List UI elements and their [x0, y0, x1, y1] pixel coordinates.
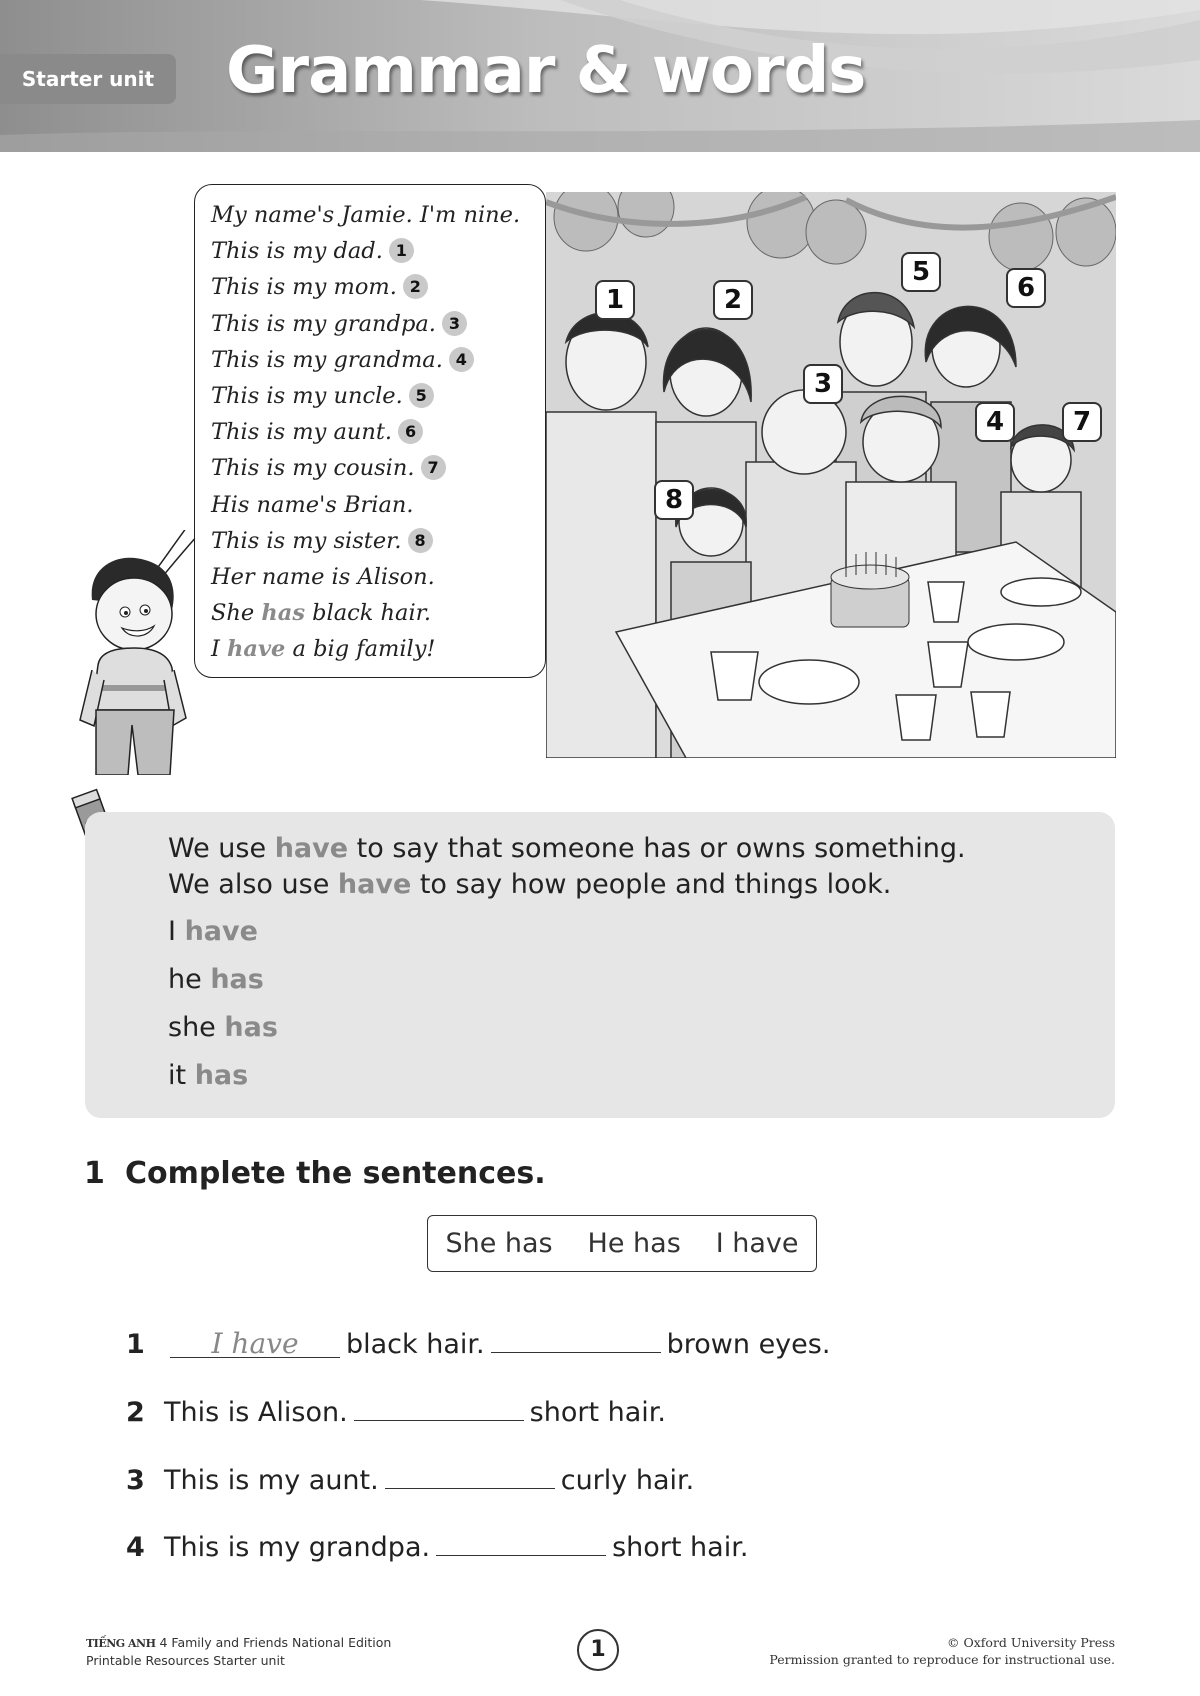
word-option: I have: [715, 1228, 799, 1259]
bubble-line: My name's Jamie. I'm nine.: [211, 202, 521, 228]
grammar-rule-line: We use have to say that someone has or owns something.: [168, 833, 966, 864]
picture-label-6: 6: [1006, 268, 1046, 308]
speech-bubble: [194, 184, 546, 678]
page-title: Grammar & words: [226, 34, 866, 108]
answer-blank-example: I have: [170, 1327, 340, 1358]
picture-label-7: 7: [1062, 402, 1102, 442]
footer-credits: TIẾNG ANH 4 Family and Friends National Edition Printable Resources Starter unit: [86, 1635, 392, 1668]
picture-label-2: 2: [713, 280, 753, 320]
bubble-line: This is my aunt. 6: [211, 414, 545, 450]
sentence-number: 3: [126, 1465, 145, 1496]
number-badge: 6: [398, 419, 423, 444]
bubble-line: Her name is Alison.: [211, 564, 435, 591]
exercise-sentence: [126, 1390, 666, 1428]
unit-tab: Starter unit: [0, 54, 176, 104]
word-option: She has: [445, 1228, 553, 1259]
word-option: He has: [587, 1228, 681, 1259]
grammar-form: he has: [168, 964, 264, 995]
word-box: [427, 1215, 817, 1272]
sentence-text: black hair.: [346, 1329, 485, 1360]
bubble-line: I have a big family!: [211, 636, 436, 663]
grammar-form: she has: [168, 1012, 278, 1043]
exercise-sentence: [126, 1458, 694, 1496]
footer-copyright: © Oxford University Press Permission granted to reproduce for instructional use.: [769, 1635, 1115, 1667]
exercise-number: 1: [84, 1156, 105, 1191]
bubble-line: This is my cousin. 7: [211, 450, 545, 486]
answer-blank[interactable]: [491, 1322, 661, 1353]
sentence-number: 1: [126, 1329, 145, 1360]
grammar-form: I have: [168, 916, 258, 947]
number-badge: 8: [408, 528, 433, 553]
number-badge: 3: [442, 311, 467, 336]
sentence-number: 4: [126, 1532, 145, 1563]
grammar-rule-box: [85, 812, 1115, 1118]
sentence-text: This is my grandpa.: [164, 1532, 431, 1563]
number-badge: 2: [403, 274, 428, 299]
sentence-text: short hair.: [612, 1532, 749, 1563]
picture-label-5: 5: [901, 252, 941, 292]
boy-jamie-illustration: [70, 530, 200, 775]
sentence-text: This is Alison.: [164, 1397, 348, 1428]
answer-blank[interactable]: [354, 1390, 524, 1421]
bubble-line: This is my mom. 2: [211, 269, 545, 305]
bubble-line: She has black hair.: [211, 600, 432, 627]
grammar-rule-line: We also use have to say how people and things look.: [168, 869, 892, 900]
grammar-form: it has: [168, 1060, 249, 1091]
number-badge: 4: [449, 347, 474, 372]
exercise-sentence: [126, 1525, 748, 1563]
bubble-line: This is my grandpa. 3: [211, 306, 545, 342]
answer-blank[interactable]: [385, 1458, 555, 1489]
sentence-text: short hair.: [529, 1397, 667, 1428]
number-badge: 7: [421, 455, 446, 480]
family-party-picture: [546, 192, 1116, 758]
picture-label-4: 4: [975, 402, 1015, 442]
bubble-line: This is my sister. 8: [211, 523, 545, 559]
number-badge: 1: [389, 238, 414, 263]
sentence-text: This is my aunt.: [164, 1465, 379, 1496]
picture-label-3: 3: [803, 364, 843, 404]
sentence-number: 2: [126, 1397, 145, 1428]
page-number: 1: [577, 1629, 619, 1671]
bubble-line: This is my uncle. 5: [211, 378, 545, 414]
picture-label-1: 1: [595, 280, 635, 320]
sentence-text: brown eyes.: [666, 1329, 831, 1360]
number-badge: 5: [409, 383, 434, 408]
bubble-line: This is my dad. 1: [211, 233, 545, 269]
sentence-text: curly hair.: [560, 1465, 695, 1496]
exercise-sentence: [126, 1322, 830, 1360]
exercise-title: Complete the sentences.: [125, 1156, 546, 1191]
answer-blank[interactable]: [436, 1525, 606, 1556]
bubble-line: His name's Brian.: [211, 491, 414, 518]
bubble-line: This is my grandma. 4: [211, 342, 545, 378]
picture-label-8: 8: [654, 480, 694, 520]
footer-brand: TIẾNG ANH: [86, 1637, 156, 1650]
